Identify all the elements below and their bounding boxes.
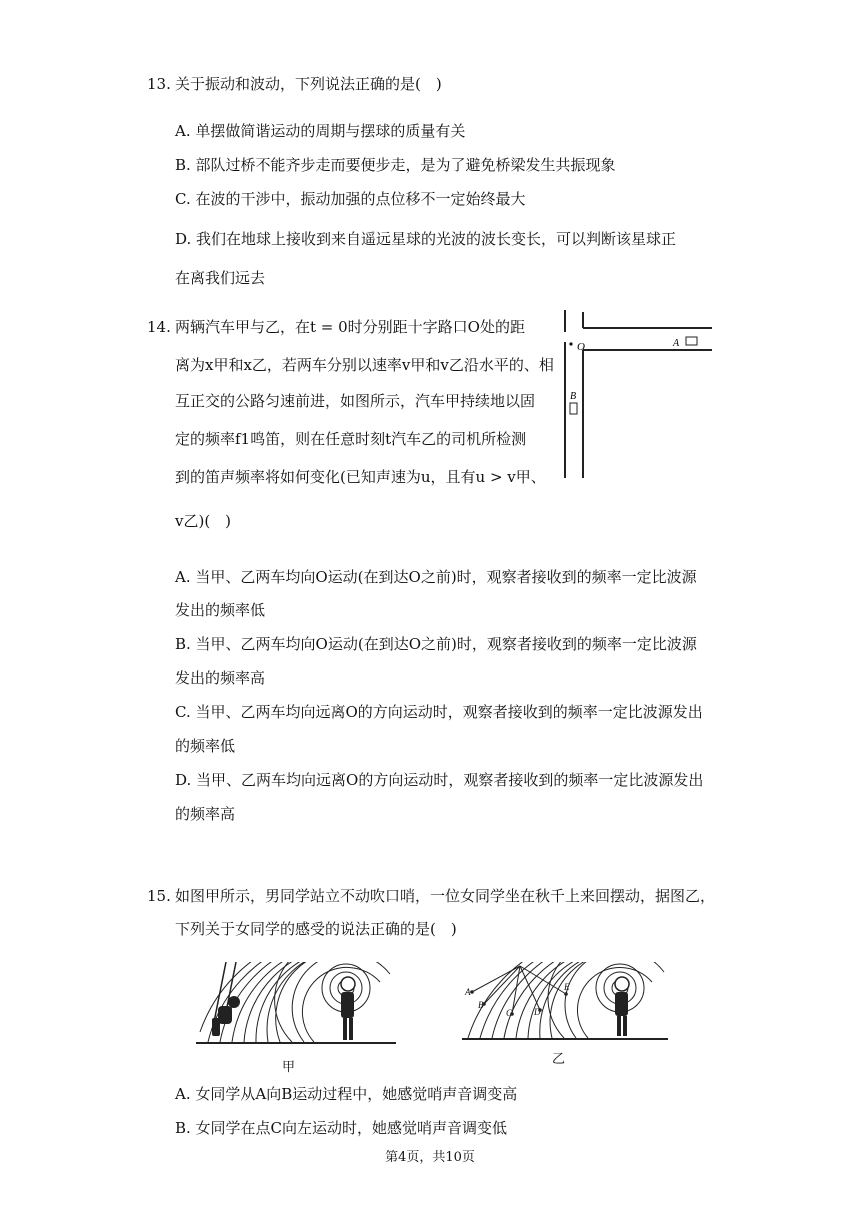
q13-option-d-cont: 在离我们远去 bbox=[175, 269, 266, 287]
q15-number: 15. bbox=[147, 887, 171, 905]
label-a: A bbox=[673, 338, 680, 349]
car-a bbox=[686, 337, 697, 345]
label-b: B bbox=[570, 391, 577, 402]
car-b bbox=[570, 403, 577, 414]
figure-jia-whistle bbox=[196, 962, 396, 1052]
point-b: B bbox=[478, 1000, 484, 1010]
point-d: D bbox=[534, 1007, 541, 1017]
point-e: E bbox=[564, 982, 570, 992]
q13-stem: 关于振动和波动，下列说法正确的是( ) bbox=[175, 75, 442, 93]
q14-option-b: B. 当甲、乙两车均向O运动(在到达O之前)时，观察者接收到的频率一定比波源 bbox=[175, 635, 697, 653]
q14-option-a: A. 当甲、乙两车均向O运动(在到达O之前)时，观察者接收到的频率一定比波源 bbox=[175, 568, 697, 586]
page-footer: 第4页，共10页 bbox=[385, 1150, 475, 1165]
q14-option-d: D. 当甲、乙两车均向远离O的方向运动时，观察者接收到的频率一定比波源发出 bbox=[175, 771, 704, 789]
q14-stem-line: 互正交的公路匀速前进，如图所示，汽车甲持续地以固 bbox=[175, 392, 536, 410]
q14-stem-line: 两辆汽车甲与乙，在t = 0时分别距十字路口O处的距 bbox=[175, 318, 525, 336]
q14-stem-line: 到的笛声频率将如何变化(已知声速为u，且有u > v甲、 bbox=[175, 468, 546, 486]
caption-yi: 乙 bbox=[552, 1052, 566, 1067]
q14-stem-line: v乙)( ) bbox=[175, 512, 232, 530]
q14-option-c-cont: 的频率低 bbox=[175, 737, 236, 755]
label-o: O bbox=[577, 341, 585, 353]
q13-option-a: A. 单摆做简谐运动的周期与摆球的质量有关 bbox=[175, 122, 466, 140]
q13-option-c: C. 在波的干涉中，振动加强的点位移不一定始终最大 bbox=[175, 190, 526, 208]
q14-option-a-cont: 发出的频率低 bbox=[175, 601, 266, 619]
q14-option-d-cont: 的频率高 bbox=[175, 805, 236, 823]
q14-stem-line: 离为x甲和x乙，若两车分别以速率v甲和v乙沿水平的、相 bbox=[175, 356, 554, 374]
q14-option-c: C. 当甲、乙两车均向远离O的方向运动时，观察者接收到的频率一定比波源发出 bbox=[175, 703, 703, 721]
point-a: A bbox=[465, 987, 471, 997]
q15-stem-line: 如图甲所示，男同学站立不动吹口哨，一位女同学坐在秋千上来回摆动，据图乙， bbox=[175, 887, 716, 905]
q13-number: 13. bbox=[147, 75, 171, 93]
q13-option-b: B. 部队过桥不能齐步走而要便步走，是为了避免桥梁发生共振现象 bbox=[175, 156, 616, 174]
q15-stem-line: 下列关于女同学的感受的说法正确的是( ) bbox=[175, 920, 457, 938]
q14-number: 14. bbox=[147, 318, 171, 336]
caption-jia: 甲 bbox=[282, 1060, 296, 1075]
q15-option-a: A. 女同学从A向B运动过程中，她感觉哨声音调变高 bbox=[175, 1085, 518, 1103]
point-c: C bbox=[506, 1008, 513, 1018]
figure-yi-swing bbox=[462, 962, 668, 1048]
q15-option-b: B. 女同学在点C向左运动时，她感觉哨声音调变低 bbox=[175, 1119, 508, 1137]
q14-option-b-cont: 发出的频率高 bbox=[175, 669, 266, 687]
q14-stem-line: 定的频率f1鸣笛，则在任意时刻t汽车乙的司机所检测 bbox=[175, 430, 527, 448]
intersection-figure bbox=[556, 306, 716, 482]
q13-option-d: D. 我们在地球上接收到来自遥远星球的光波的波长变长，可以判断该星球正 bbox=[175, 230, 677, 248]
